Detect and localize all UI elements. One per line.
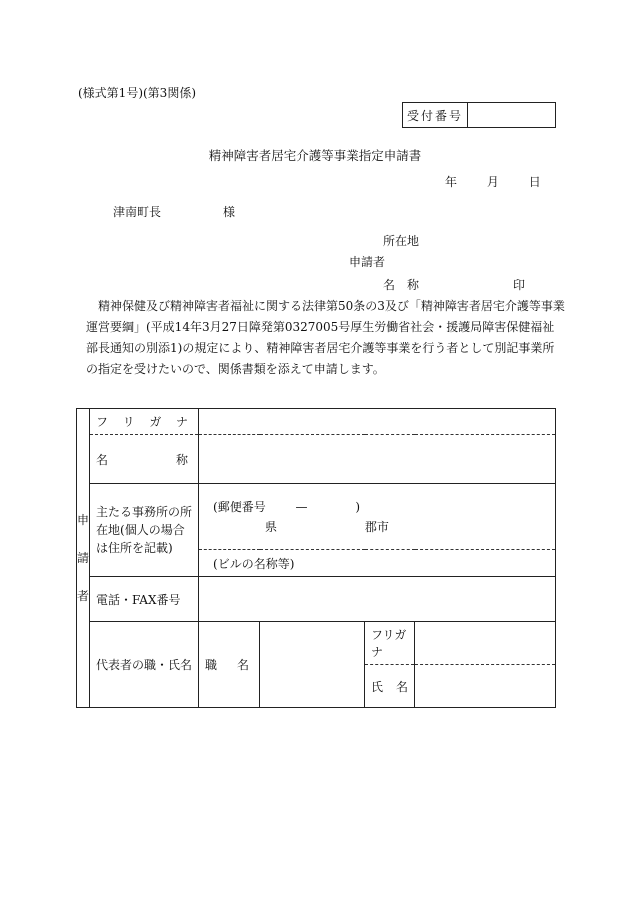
furigana-field[interactable]	[199, 409, 556, 435]
date-day: 日	[528, 175, 541, 189]
receipt-number-field[interactable]	[468, 103, 555, 127]
job-title-label	[199, 622, 260, 708]
phone-fax-field[interactable]	[199, 577, 556, 622]
date-year: 年	[445, 175, 458, 189]
date-line	[445, 173, 541, 190]
rep-furigana-label: フリガナ	[365, 622, 414, 665]
side-char: 者	[77, 589, 90, 603]
rep-furigana-field[interactable]	[415, 622, 555, 665]
furigana-label	[90, 409, 199, 435]
seal-mark: 印	[513, 278, 526, 292]
rep-name-label	[365, 665, 414, 707]
rep-name-labels	[365, 622, 415, 708]
furigana-char: フ	[96, 415, 109, 429]
side-char: 申	[77, 513, 90, 527]
prefecture-label: 県	[265, 519, 278, 534]
application-table	[76, 408, 556, 708]
addressee-name: 津南町長	[113, 205, 162, 219]
rep-name-char: 名	[396, 679, 409, 694]
name-char: 名	[96, 452, 109, 467]
job-title-field[interactable]	[260, 622, 365, 708]
body-paragraph: 精神保健及び精神障害者福祉に関する法律第50条の3及び「精神障害者居宅介護等事業運営要綱」(平成14年3月27日障発第0327005号厚生労働省社会・援護局障害保健福祉部長通知の別添1)の規定により、精神障害者居宅介護等事業を行う者として別記事業所の指定を受けたいので、関係書類を添えて申請します。	[86, 299, 565, 376]
representative-label: 代表者の職・氏名	[90, 622, 199, 708]
applicant-side-label	[77, 409, 90, 708]
name-field[interactable]	[199, 435, 556, 484]
rep-name-fields	[415, 622, 556, 708]
name-char: 称	[176, 452, 189, 467]
receipt-number-label: 受付番号	[403, 103, 468, 127]
receipt-number-box	[402, 102, 556, 128]
county-city-label: 郡市	[364, 519, 389, 534]
name-label: 名 称	[383, 278, 420, 292]
rep-name-field[interactable]	[415, 665, 555, 707]
job-title-char: 名	[237, 658, 250, 672]
document-title: 精神障害者居宅介護等事業指定申請書	[208, 148, 422, 163]
addressee-honorific: 様	[223, 205, 236, 219]
applicant-label: 申請者	[349, 255, 386, 269]
side-char: 請	[77, 551, 90, 565]
furigana-char: ナ	[175, 415, 188, 429]
name-row-label	[90, 435, 199, 484]
addressee	[113, 203, 235, 220]
rep-name-char: 氏	[371, 679, 384, 694]
office-address-label: 主たる事務所の所在地(個人の場合は住所を記載)	[90, 484, 199, 577]
furigana-char: リ	[122, 415, 135, 429]
location-label: 所在地	[383, 234, 420, 248]
date-month: 月	[486, 175, 499, 189]
postal-dash: —	[295, 499, 308, 514]
building-name-field[interactable]	[199, 550, 556, 577]
postal-close: )	[355, 499, 361, 514]
postal-label: (郵便番号	[213, 499, 266, 514]
job-title-char: 職	[205, 658, 218, 672]
office-address-field[interactable]	[199, 484, 556, 550]
furigana-char: ガ	[149, 415, 162, 429]
phone-fax-label: 電話・FAX番号	[90, 577, 199, 622]
building-name-label: (ビルの名称等)	[213, 556, 295, 571]
form-code: (様式第1号)(第3関係)	[78, 86, 196, 100]
